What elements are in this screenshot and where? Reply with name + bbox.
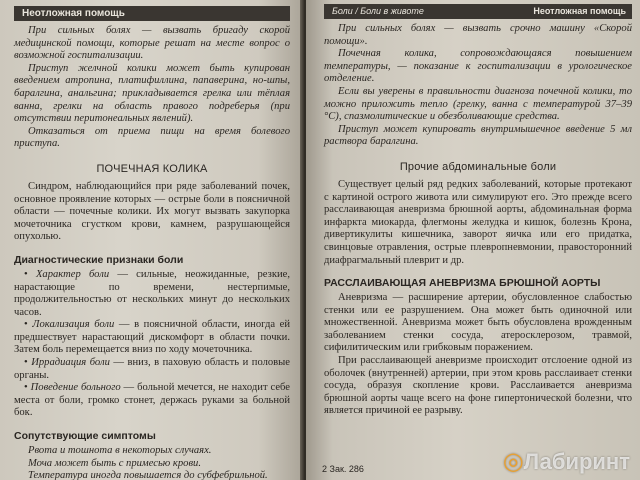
subsection-title: РАССЛАИВАЮЩАЯ АНЕВРИЗМА БРЮШНОЙ АОРТЫ bbox=[324, 277, 601, 290]
section-title: ПОЧЕЧНАЯ КОЛИКА bbox=[96, 162, 208, 175]
bullet-item: • Локализация боли — в поясничной области, иногда ей предшествует нарастающий дискомфорт в области почки. Затем боль перемещается вниз по ходу мочеточника. bbox=[14, 319, 291, 356]
symptom-item: Рвота и тошнота в некоторых случаях. bbox=[28, 445, 212, 457]
bullet-text: — больной мечется, не находит себе места от боли, громко стонет, держась руками за больной бок. bbox=[14, 382, 290, 419]
bullet-text: — сильные, неожиданные, резкие, нарастающие по времени, нестерпимые, продолжительностью от нескольких минут до нескольких часов. bbox=[14, 268, 290, 318]
symptom-item: Температура иногда повышается до субфебрильной. bbox=[28, 470, 268, 480]
right-page bbox=[306, 0, 640, 480]
bullet-item: • Иррадиация боли — вниз, в паховую область и половые органы. bbox=[14, 357, 291, 381]
section-title: Прочие абдоминальные боли bbox=[399, 160, 557, 173]
paragraph: Почечная колика, сопровождающаяся повышением температуры, — показание к госпитализации в урологическое отделение. bbox=[324, 48, 632, 85]
bullet-lead: Характер боли bbox=[35, 268, 110, 280]
running-header bbox=[324, 4, 632, 19]
bullet-lead: Локализация боли bbox=[32, 319, 115, 331]
symptom-item: Моча может быть с примесью крови. bbox=[28, 457, 201, 469]
paragraph: Синдром, наблюдающийся при ряде заболеваний почек, основное проявление которых — острые боли в поясничной области — почечные колики. Их могут вызвать закупорка мочеточника сгустком крови, камнем, разрушающейся опухолью. bbox=[14, 180, 290, 243]
bullet-lead: Иррадиация боли bbox=[31, 357, 110, 369]
header-title: Неотложная помощь bbox=[533, 6, 626, 16]
watermark-logo bbox=[503, 447, 630, 476]
running-header bbox=[14, 6, 290, 21]
bullet-item: • Поведение больного — больной мечется, не находит себе места от боли, громко стонет, держась руками за больной бок. bbox=[14, 382, 290, 419]
paragraph: Приступ может купировать внутримышечное введение 5 мл раствора баралгина. bbox=[324, 123, 632, 148]
paragraph: Аневризма — расширение артерии, обусловленное слабостью стенки или ее разрушением. Она может быть одиночной или множественной. Аневризма может быть обусловлена врожденным заболеванием стенки сосуда, атеросклерозом, травмой, сифилитическим или грибковым поражением. bbox=[324, 292, 632, 354]
bullet-text: — вниз, в паховую область и половые органы. bbox=[14, 357, 291, 381]
left-page bbox=[0, 0, 304, 480]
bullet-item: • Характер боли — сильные, неожиданные, резкие, нарастающие по времени, нестерпимые, продолжительностью от нескольких минут до нескольких часов. bbox=[14, 268, 290, 318]
bullet-lead: Поведение больного bbox=[30, 382, 121, 394]
subsection-title: Диагностические признаки боли bbox=[14, 253, 184, 266]
paragraph: Приступ желчной колики может быть купирован введением атропина, платифиллина, папаверина, но-шпы, баралгина, анальгина; прикладывается грелка или тёплая ванна, грелки на область правого подреберья (при отсутствии перитонеальных явлений). bbox=[14, 62, 290, 125]
bullet-text: — в поясничной области, иногда ей предшествует нарастающий дискомфорт в области почки. Затем боль перемещается вниз по ходу мочеточника. bbox=[14, 319, 291, 356]
paragraph: При сильных болях — вызвать срочно машину «Скорой помощи». bbox=[324, 23, 632, 47]
subsection-title: Сопутствующие симптомы bbox=[14, 430, 156, 443]
paragraph: Отказаться от приема пищи на время болевого приступа. bbox=[14, 125, 290, 150]
header-title: Неотложная помощь bbox=[22, 8, 125, 19]
page-footer: 2 Зак. 286 bbox=[322, 464, 364, 474]
paragraph: При сильных болях — вызвать бригаду скорой медицинской помощи, которые решат на месте вопрос о возможной госпитализации. bbox=[14, 25, 290, 62]
paragraph: Существует целый ряд редких заболеваний, которые протекают с картиной острого живота или симулируют его. Это прежде всего расслаивающая аневризма брюшной аорты, абдоминальная форма инфаркта миокарда, флегмоны желудка и кишок, болезнь Крона, дивертикулиты кишечника, заворот яичка или его придатка, свинцовые отравления, острые плевропневмонии, правосторонний диафрагмальный плеврит и др. bbox=[324, 178, 632, 266]
header-chapter: Боли / Боли в животе bbox=[332, 6, 424, 16]
paragraph: Если вы уверены в правильности диагноза почечной колики, то можно приложить тепло (грелку, ванна с температурой 37–39 °С), спазмолитические и обезболивающие средства. bbox=[324, 85, 632, 123]
paragraph: При расслаивающей аневризме происходит отслоение одной из оболочек (внутренней) артерии, при этом кровь расслаивает стенки сосуда, образуя скопление крови. Расслаивается аневризма брюшной аорты чаще всего на фоне гипертонической болезни, что является причиной ее разрыву. bbox=[324, 355, 632, 417]
maze-icon: ◎ bbox=[502, 448, 524, 475]
watermark-text: Лабиринт bbox=[523, 449, 630, 474]
